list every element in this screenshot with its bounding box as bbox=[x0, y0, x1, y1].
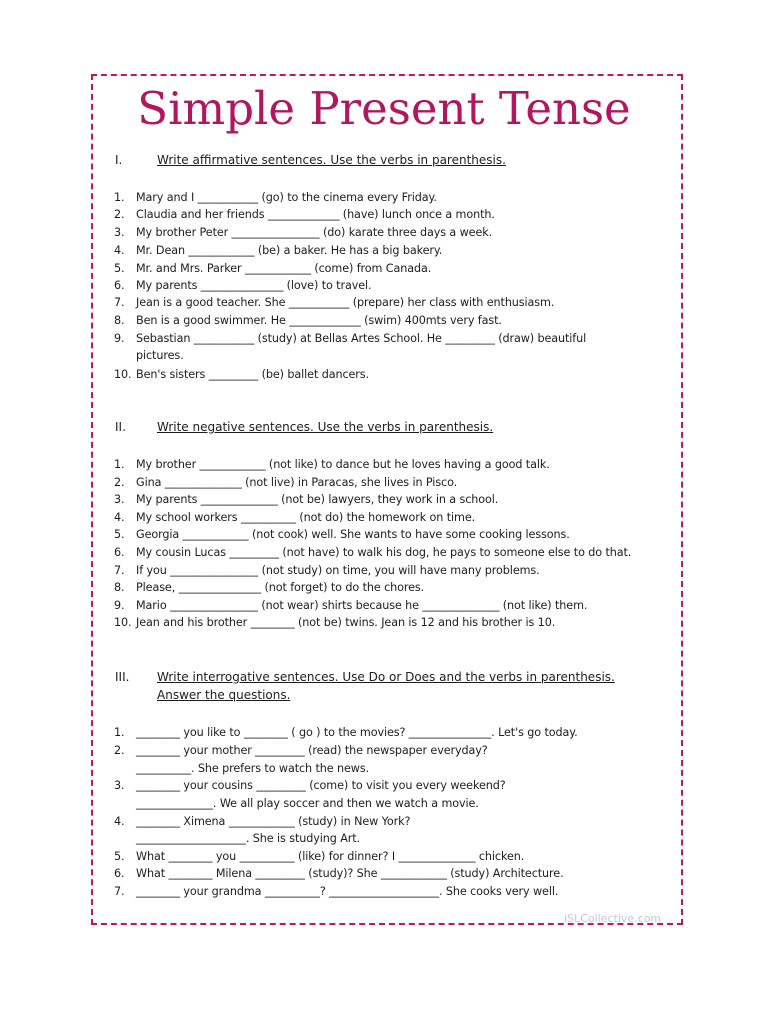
section-number: III. bbox=[115, 670, 130, 684]
section-instruction: Write interrogative sentences. Use Do or Does and the verbs in parenthesis. bbox=[157, 670, 615, 684]
page-title: Simple Present Tense bbox=[137, 82, 631, 135]
section-instruction: Answer the questions. bbox=[157, 688, 291, 702]
section-instruction: Write negative sentences. Use the verbs in parenthesis. bbox=[157, 420, 494, 434]
section-number: I. bbox=[115, 153, 123, 167]
section-instruction: Write affirmative sentences. Use the verbs in parenthesis. bbox=[157, 153, 506, 167]
watermark-text: iSLCollective.com bbox=[564, 912, 662, 925]
section-number: II. bbox=[115, 420, 126, 434]
